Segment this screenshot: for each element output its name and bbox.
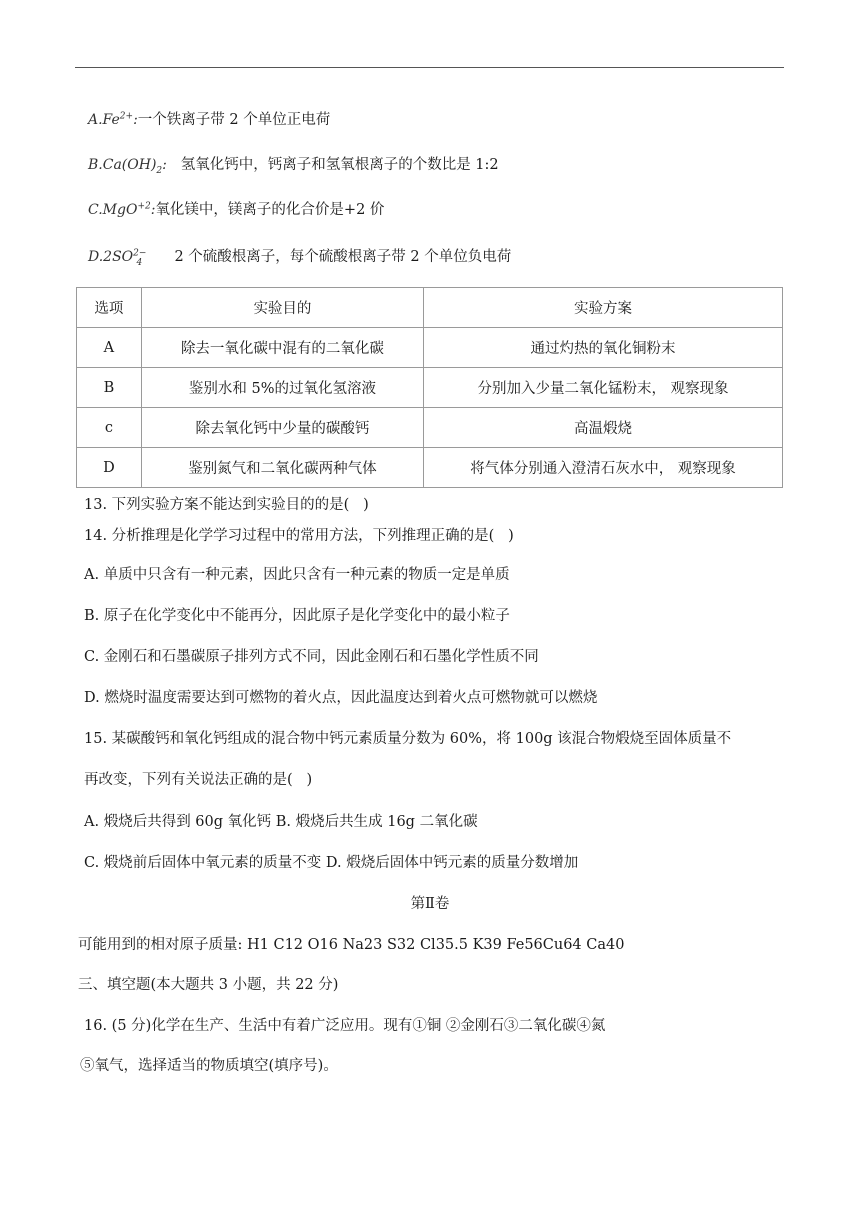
option-d-text: 2 个硫酸根离子，每个硫酸根离子带 2 个单位负电荷 xyxy=(174,249,512,265)
header-plan: 实验方案 xyxy=(424,288,783,328)
table-row xyxy=(77,328,783,368)
table-cell: A xyxy=(77,328,142,368)
table-row xyxy=(77,408,783,448)
table-cell: D xyxy=(77,448,142,488)
option-a xyxy=(88,108,330,129)
question-14-stem: 14. 分析推理是化学学习过程中的常用方法，下列推理正确的是( ) xyxy=(84,528,514,544)
option-a-formula: $A.Fe^{2+}$: xyxy=(88,111,138,128)
question-14-option-c: C. 金刚石和石墨碳原子排列方式不同，因此金刚石和石墨化学性质不同 xyxy=(84,649,539,665)
option-b-formula: $B.Ca(OH)_2$: xyxy=(88,157,167,176)
question-15-options-ab: A. 煅烧后共得到 60g 氧化钙 B. 煅烧后共生成 16g 二氧化碳 xyxy=(84,814,478,830)
table-cell: 鉴别水和 5%的过氧化氢溶液 xyxy=(141,368,423,408)
table-header-row xyxy=(77,288,783,328)
option-c xyxy=(88,198,384,219)
experiment-table xyxy=(76,287,783,488)
atomic-masses: 可能用到的相对原子质量: H1 C12 O16 Na23 S32 Cl35.5 K39 Fe56Cu64 Ca40 xyxy=(78,937,625,953)
header-rule xyxy=(75,67,784,68)
table-cell: 将气体分别通入澄清石灰水中， 观察现象 xyxy=(424,448,783,488)
part-three-heading: 三、填空题(本大题共 3 小题，共 22 分) xyxy=(78,977,339,993)
question-14-option-b: B. 原子在化学变化中不能再分，因此原子是化学变化中的最小粒子 xyxy=(84,608,510,624)
option-d xyxy=(88,245,511,268)
table-row xyxy=(77,368,783,408)
table-cell: 通过灼热的氧化铜粉末 xyxy=(424,328,783,368)
header-purpose: 实验目的 xyxy=(141,288,423,328)
option-d-formula: $D.2SO^{2-}_4$ xyxy=(88,248,147,268)
option-c-text: 氧化镁中，镁离子的化合价是+2 价 xyxy=(155,202,385,218)
table-cell: 高温煅烧 xyxy=(424,408,783,448)
question-16-line-2: ⑤氧气，选择适当的物质填空(填序号)。 xyxy=(80,1058,338,1074)
table-cell: 除去一氧化碳中混有的二氧化碳 xyxy=(141,328,423,368)
section-title: 第Ⅱ卷 xyxy=(410,896,450,912)
table-cell: c xyxy=(77,408,142,448)
question-16-line-1: 16. (5 分)化学在生产、生活中有着广泛应用。现有①铜 ②金刚石③二氧化碳④氮 xyxy=(84,1018,606,1034)
table-row xyxy=(77,448,783,488)
question-15-options-cd: C. 煅烧前后固体中氧元素的质量不变 D. 煅烧后固体中钙元素的质量分数增加 xyxy=(84,855,579,871)
header-option: 选项 xyxy=(77,288,142,328)
option-b-text: 氢氧化钙中，钙离子和氢氧根离子的个数比是 1:2 xyxy=(180,157,499,173)
table-cell: 分别加入少量二氧化锰粉末， 观察现象 xyxy=(424,368,783,408)
question-14-option-d: D. 燃烧时温度需要达到可燃物的着火点，因此温度达到着火点可燃物就可以燃烧 xyxy=(84,690,598,706)
question-15-stem-1: 15. 某碳酸钙和氧化钙组成的混合物中钙元素质量分数为 60%，将 100g 该混合物煅烧至固体质量不 xyxy=(84,731,732,747)
table-cell: 鉴别氮气和二氧化碳两种气体 xyxy=(141,448,423,488)
option-a-text: 一个铁离子带 2 个单位正电荷 xyxy=(137,112,331,128)
question-14-option-a: A. 单质中只含有一种元素，因此只含有一种元素的物质一定是单质 xyxy=(84,567,510,583)
option-c-formula: C.MgO$^{+2}$: xyxy=(88,201,156,218)
option-b xyxy=(88,153,499,176)
question-15-stem-2: 再改变，下列有关说法正确的是( ) xyxy=(84,772,313,788)
question-13: 13. 下列实验方案不能达到实验目的的是( ) xyxy=(84,497,369,513)
table-cell: 除去氧化钙中少量的碳酸钙 xyxy=(141,408,423,448)
table-cell: B xyxy=(77,368,142,408)
